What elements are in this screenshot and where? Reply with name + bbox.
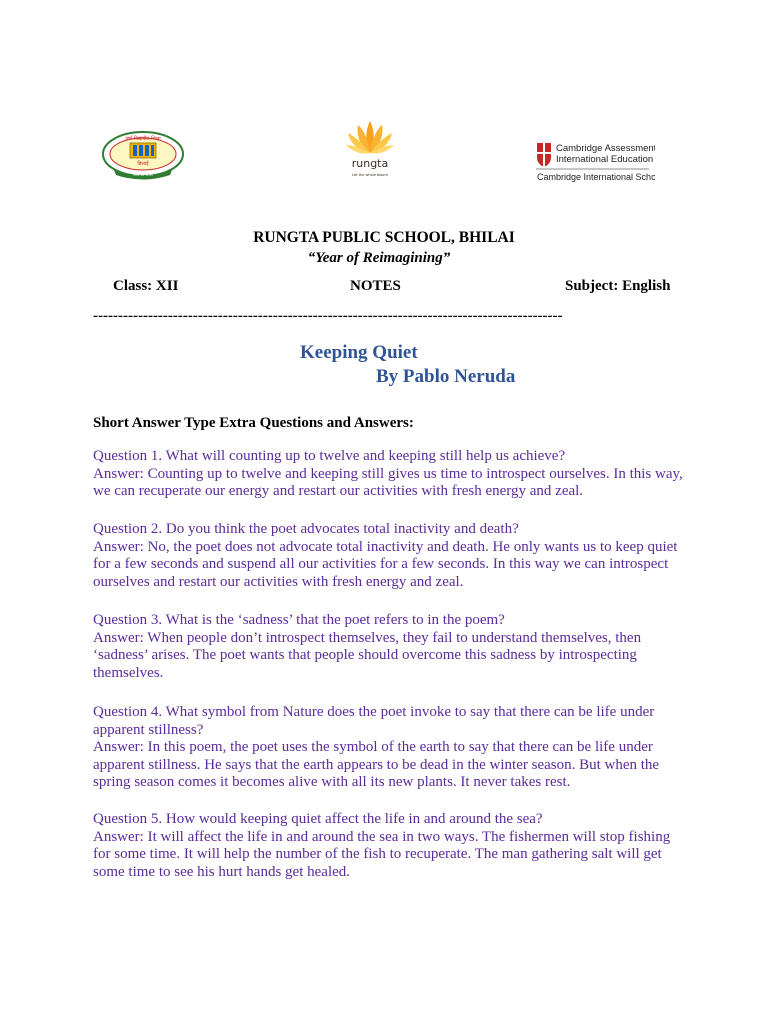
- emblem-bottom-text: बिलाई: [137, 161, 149, 167]
- question-2: Question 2. Do you think the poet advocates total inactivity and death?: [93, 521, 519, 537]
- question-1: Question 1. What will counting up to twelve and keeping still help us achieve?: [93, 448, 566, 464]
- cambridge-logo: [535, 140, 655, 184]
- subject-label: Subject: English: [565, 278, 671, 294]
- emblem-top-text: वर्षा विद्यापीठ शिक्षा: [125, 136, 161, 142]
- emblem-ribbon-text: सत्यमेव जयते: [133, 172, 153, 177]
- answer-3: Answer: When people don’t introspect themselves, they fail to understand themselves, then ‘sadness’ arises. The poet wants that people should overcome this sadness by introspecting themselves.: [93, 629, 642, 681]
- rungta-tagline: Let the whole bloom: [352, 173, 388, 177]
- dashed-divider: ----------------------------------------------------------------------------------------------: [93, 308, 563, 324]
- class-label: Class: XII: [113, 278, 179, 294]
- notes-label: NOTES: [350, 278, 401, 294]
- cambridge-line2: International Education: [556, 154, 654, 165]
- rungta-lotus-logo: [338, 117, 402, 179]
- answer-1: Answer: Counting up to twelve and keeping still gives us time to introspect ourselves. In this way, we can recuperate our energy and restart our activities with fresh energy and zeal.: [93, 465, 683, 499]
- qa-item-5: [93, 811, 683, 881]
- answer-4: Answer: In this poem, the poet uses the symbol of the earth to say that there can be life under apparent stillness. He says that the earth appears to be dead in the winter season. But when the spring season comes it becomes alive with all its new plants. It never takes rest.: [93, 739, 660, 790]
- school-emblem-logo: [100, 130, 186, 180]
- question-5: Question 5. How would keeping quiet affect the life in and around the sea?: [93, 811, 543, 827]
- qa-item-3: [93, 612, 683, 682]
- question-3: Question 3. What is the ‘sadness’ that the poet refers to in the poem?: [93, 612, 505, 628]
- qa-item-4: [93, 704, 683, 792]
- answer-2: Answer: No, the poet does not advocate total inactivity and death. He only wants us to keep quiet for a few seconds and suspend all our activities for a few seconds. In this way we can introspect ourselves and restart our activities with fresh energy and zeal.: [93, 538, 678, 590]
- section-heading: Short Answer Type Extra Questions and Answers:: [93, 415, 414, 431]
- school-name: RUNGTA PUBLIC SCHOOL, BHILAI: [253, 229, 515, 246]
- qa-item-1: [93, 448, 683, 501]
- poem-title: Keeping Quiet: [300, 342, 418, 363]
- rungta-wordmark: rungta: [351, 157, 389, 170]
- cambridge-line1: Cambridge Assessment: [556, 143, 655, 154]
- qa-item-2: [93, 521, 683, 591]
- answer-5: Answer: It will affect the life in and around the sea in two ways. The fishermen will stop fishing for some time. It will help the number of the fish to recuperate. The man gathering salt will get some time to see his hurt hands get healed.: [93, 828, 671, 880]
- question-4: Question 4. What symbol from Nature does the poet invoke to say that there can be life under apparent stillness?: [93, 704, 655, 738]
- poem-author: By Pablo Neruda: [376, 366, 516, 387]
- cambridge-line3: Cambridge International School: [537, 172, 655, 182]
- school-motto: “Year of Reimagining”: [307, 250, 451, 266]
